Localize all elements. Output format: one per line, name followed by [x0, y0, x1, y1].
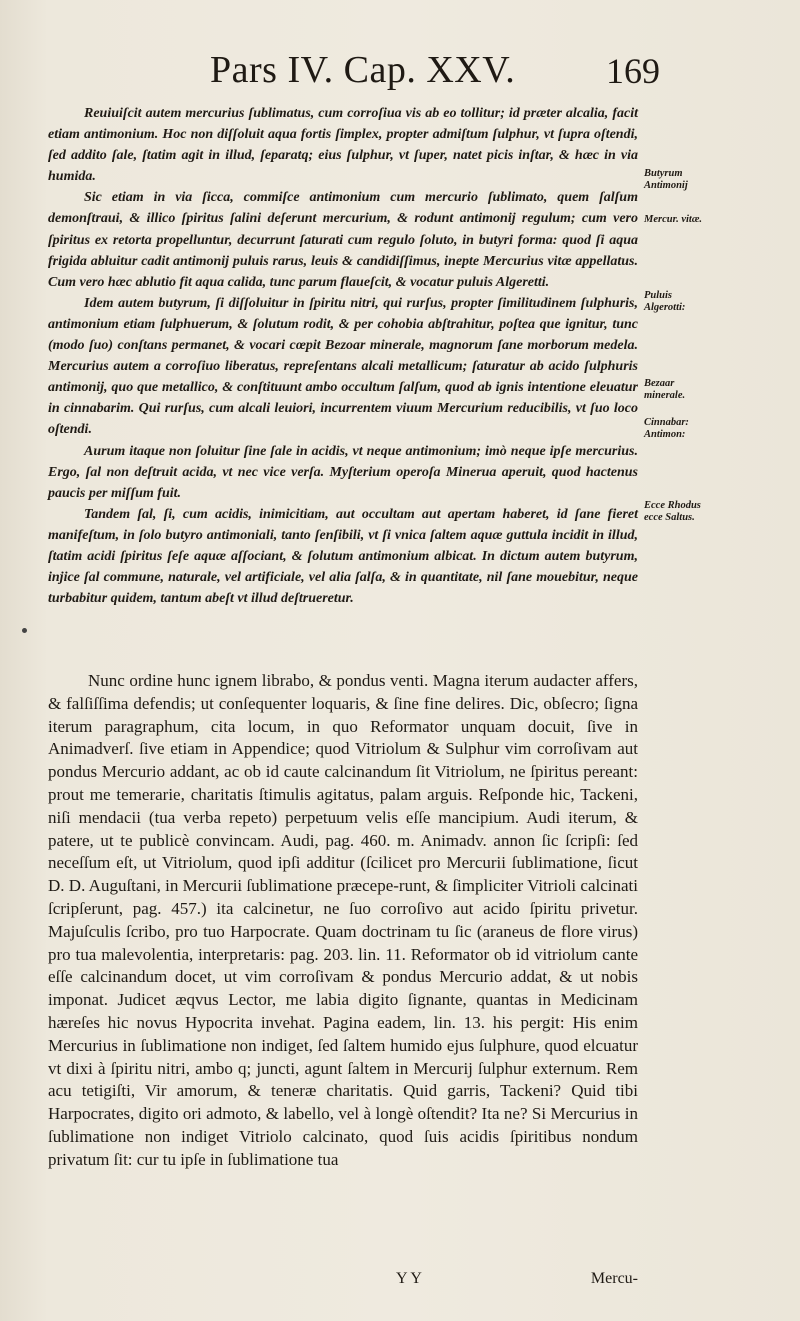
marginal-note: Butyrum Antimonij	[644, 168, 688, 191]
quote-paragraph: Sic etiam in via ſicca, commiſce antimonium cum mercurio ſublimato, quem ſalſum demonſtraui, & illico ſpiritus ſalini deſerunt mercurium, & rodunt antimonij regulum; cum vero ſpiritus ex retorta propelluntur, decurrunt ſaturati cum regulo ſoluto, in butyri forma: quod ſi aqua frigida abluitur cadit antimonij puluis rarus, leuis & candidiſſimus, inepte Mercurius vitæ appellatus. Cum vero hæc ablutio fit aqua calida, tunc parum flaueſcit, & vocatur puluis Algeretti.	[48, 190, 638, 290]
catchword: Mercu-	[590, 1270, 638, 1287]
marginal-note: Ecce Rhodus ecce Saltus.	[644, 500, 701, 523]
signature-mark: Y Y	[396, 1270, 422, 1287]
quote-paragraph: Aurum itaque non ſoluitur ſine ſale in acidis, vt neque antimonium; imò neque ipſe mercurius. Ergo, ſal non deſtruit acida, vt nec vice verſa. Myſterium operoſa Minerua aperuit, quod hactenus paucis per miſſum fuit.	[48, 443, 638, 501]
page-footer	[48, 1270, 638, 1294]
marginal-note: Mercur. vitæ.	[644, 214, 703, 225]
running-head: Pars IV. Cap. XXV.	[210, 49, 516, 91]
quote-paragraph: Reuiuiſcit autem mercurius ſublimatus, cum corroſiua vis ab eo tollitur; id præter alcalia, facit etiam antimonium. Hoc non diſſoluit aqua fortis ſimplex, propter admiſtum ſulphur, vt ſupra oſtendi, ſed addito ſale, ſtatim agit in illud, ſeparatq; eius ſulphur, vt ſuper, natet picis inſtar, & hæc in via humida.	[48, 106, 638, 185]
marginal-note: Bezaar minerale.	[644, 378, 686, 401]
quote-paragraph: Tandem ſal, ſi, cum acidis, inimicitiam, aut occultam aut apertam haberet, id ſane fieret manifeſtum, in ſolo butyro antimoniali, tanto ſenſibili, vt ſi vnica ſaltem aquæ guttula incidit in illud, ſtatim acidi ſpiritus ſeſe aquæ aſſociant, & ſolutum antimonium albicat. In dictum autem butyrum, injice ſal commune, naturale, vel artificiale, vel alia ſalſa, & in quantitate, nil ſane mouebitur, neque turbabitur quidem, tantum abeſt vt illud deſtrueretur.	[48, 506, 638, 607]
marginal-note: Cinnabar: Antimon:	[644, 417, 689, 440]
quoted-passage	[48, 103, 638, 609]
page-number: 169	[606, 51, 660, 91]
body-paragraph: Nunc ordine hunc ignem librabo, & pondus venti. Magna iterum audacter affers, & falſiſſima defendis; ut conſequenter loquaris, & ſine fine delires. Dic, obſecro; ſigna iterum paragraphum, cita locum, in quo Reformator unquam docuit, ſive in Animadverſ. ſive etiam in Appendice; quod Vitriolum & Sulphur vim corroſivam aut pondus Mercurio addant, ac ob id caute calcinandum ſit Vitriolum, ne ſpiritus pereant: prout me temerarie, charitatis ſtimulis agitatus, palam arguis. Reſponde hic, Tackeni, niſi mendacii (tua verba repeto) perpetuum velis eſſe mancipium. Audi iterum, & patere, ut te publicè convincam. Audi, pag. 460. m. Animadv. annon ſic ſcripſi: ſed neceſſum eſt, ut Vitriolum, quod ipſi additur (ſcilicet pro Mercurii ſublimatione, ſicut D. D. Auguſtani, in Mercurii ſublimatione præcepe-runt, & ſimpliciter Vitrioli calcinati ſcripſerunt, pag. 457.) ita calcinetur, ne ſuo corroſivo aut acido ſpiritu privetur. Majuſculis ſcribo, pro tuo Harpocrate. Quam doctrinam tu ſic (araneus de flore virus) pro tua malevolentia, interpretaris: pag. 203. lin. 11. Reformator ob id vitriolum cante eſſe calcinandum docet, ut vim corroſivam & pondus Mercurio addat, & ut nobis imponat. Judicet æqvus Lector, me labia digito ſignante, quantas in Medicinam hæreſes hic novus Hypocrita invehat. Pagina eadem, lin. 13. his pergit: His enim Mercurius in ſublimatione non indiget, ſed ſaltem humido ejus ſulphure, quod elcuatur vt dixi à ſpiritu nitri, ambo q; juncti, agunt ſaltem in Mercurij ſulphur externum. Rem acu tetigiſti, Vir amorum, & teneræ charitatis. Quid garris, Tackeni? Quid tibi Harpocrates, digito ori admoto, & labello, vel à longè oſtendit? Ita ne? Si Mercurius in ſublimatione non indiget Vitriolo calcinato, quod ſuis acidis ſpiritibus nondum privatum ſit: cur tu ipſe in ſublimatione tua	[48, 671, 638, 1169]
printer-mark	[22, 628, 27, 633]
quote-paragraph: Idem autem butyrum, ſi diſſoluitur in ſpiritu nitri, qui rurſus, propter ſimilitudinem ſulphuris, antimonium etiam ſulphuerum, & ſolutum rodit, & per cohobia abſtrahitur, poſtea que ignitur, tunc (modo ſuo) conſtans permanet, & vocari cœpit Bezoar minerale, magnorum ſane morborum medela. Mercurius autem a corroſiuo liberatus, repreſentans alcali metallicum; ſaturatur ab acido ſulphuris antimonij, quo que metallico, & conſtituunt ambo occultum ſalſum, quod ab ignis intentione eleuatur in cinnabarim. Qui rurſus, cum alcali leuiori, incurrentem viuum Mercurium reducibilis, vt ſuo loco oſtendi.	[48, 295, 638, 438]
main-text	[48, 670, 638, 1172]
page-header	[90, 48, 660, 98]
marginal-note: Puluis Algerotti:	[644, 290, 686, 313]
